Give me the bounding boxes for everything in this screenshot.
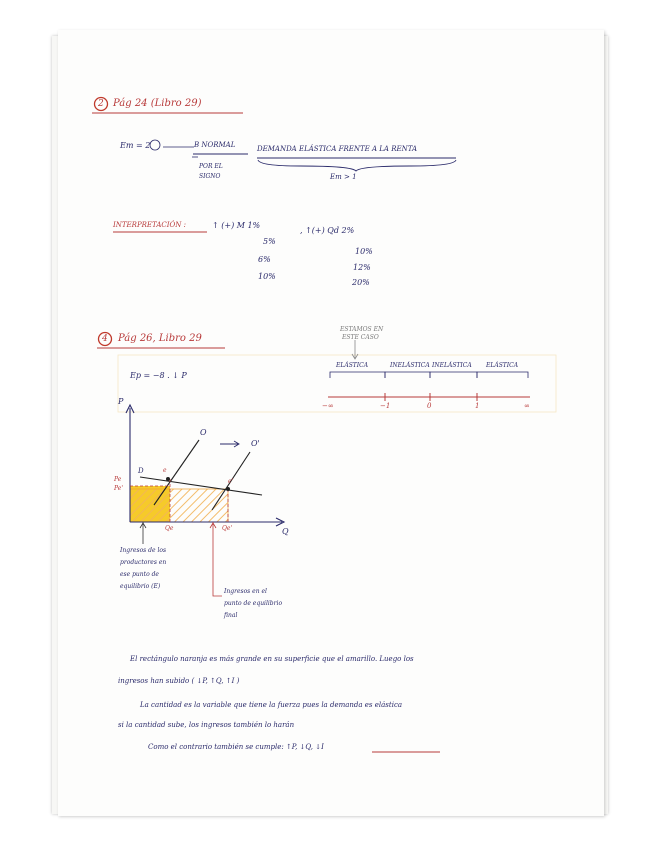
sign-note-line2: SIGNO bbox=[199, 173, 221, 180]
scale-label-3: INELÁSTICA bbox=[432, 362, 472, 369]
tick-zero: 0 bbox=[427, 402, 432, 410]
note-right-1: Ingresos en el bbox=[224, 588, 267, 595]
qd-expr: , ↑(+) Qd 2% bbox=[300, 226, 355, 235]
tick-inf: ∞ bbox=[524, 402, 530, 410]
final-revenue-rect bbox=[130, 489, 228, 522]
conclusion-line-5: Como el contrario también se cumple: ↑P, ↓Q, ↓I bbox=[148, 743, 324, 751]
qe2-label: Qe' bbox=[222, 525, 233, 532]
tick-one: 1 bbox=[475, 402, 480, 410]
conclusion-line-3: La cantidad es la variable que tiene la fuerza pues la demanda es elástica bbox=[140, 701, 403, 709]
qe-label: Qe bbox=[165, 525, 174, 532]
table-q-3: 20% bbox=[352, 278, 370, 287]
x-axis-label: Q bbox=[282, 527, 289, 536]
table-m-1: 5% bbox=[263, 237, 276, 246]
scale-note-line1: ESTAMOS EN bbox=[340, 326, 384, 333]
scale-label-4: ELÁSTICA bbox=[486, 362, 519, 369]
interpretation-expr: ↑ (+) M 1% bbox=[212, 221, 261, 230]
em-greater-one: Em > 1 bbox=[330, 173, 357, 181]
y-axis-label: P bbox=[118, 397, 124, 406]
section2-title: Pág 26, Libro 29 bbox=[118, 333, 202, 344]
conclusion-line-2: ingresos han subido ( ↓P, ↑Q, ↑I ) bbox=[118, 677, 240, 685]
interpretation-label: INTERPRETACIÓN : bbox=[113, 221, 186, 229]
scale-label-2: INELÁSTICA bbox=[390, 362, 430, 369]
section1-title: Pág 24 (Libro 29) bbox=[113, 98, 202, 109]
note-right-2: punto de equilibrio bbox=[224, 600, 283, 607]
tick-neg-inf: −∞ bbox=[322, 402, 334, 410]
table-q-2: 12% bbox=[353, 263, 371, 272]
sign-note-line1: POR EL bbox=[199, 163, 223, 170]
pe2-label: Pe' bbox=[114, 485, 123, 492]
pe-label: Pe bbox=[114, 476, 122, 483]
scale-note-line2: ESTE CASO bbox=[342, 334, 379, 341]
section2-number: 4 bbox=[102, 334, 108, 344]
tick-neg-one: −1 bbox=[380, 402, 391, 410]
table-m-2: 6% bbox=[258, 255, 271, 264]
table-q-1: 10% bbox=[355, 247, 373, 256]
conclusion-line-4: si la cantidad sube, los ingresos también lo harán bbox=[118, 721, 295, 729]
section1-number: 2 bbox=[98, 99, 104, 109]
point-e-label: e bbox=[163, 467, 167, 474]
note-left-2: productores en bbox=[120, 559, 167, 566]
classification-label: B NORMAL bbox=[194, 141, 236, 149]
ep-formula: Ep = −8 . ↓ P bbox=[130, 371, 187, 380]
demand-label: D bbox=[138, 467, 144, 475]
reason-label: DEMANDA ELÁSTICA FRENTE A LA RENTA bbox=[257, 145, 418, 153]
conclusion-line-1: El rectángulo naranja es más grande en su superficie que el amarillo. Luego los bbox=[130, 655, 414, 663]
scale-label-1: ELÁSTICA bbox=[336, 362, 369, 369]
note-left-1: Ingresos de los bbox=[120, 547, 167, 554]
table-m-3: 10% bbox=[258, 272, 276, 281]
note-left-3: ese punto de bbox=[120, 571, 159, 578]
supply-shifted-label: O' bbox=[251, 439, 260, 448]
em-formula: Em = 2 bbox=[120, 141, 151, 150]
note-right-3: final bbox=[224, 612, 238, 619]
point-e2-label: e' bbox=[228, 478, 234, 485]
note-left-4: equilibrio (E) bbox=[120, 583, 161, 590]
supply-label: O bbox=[200, 428, 207, 437]
